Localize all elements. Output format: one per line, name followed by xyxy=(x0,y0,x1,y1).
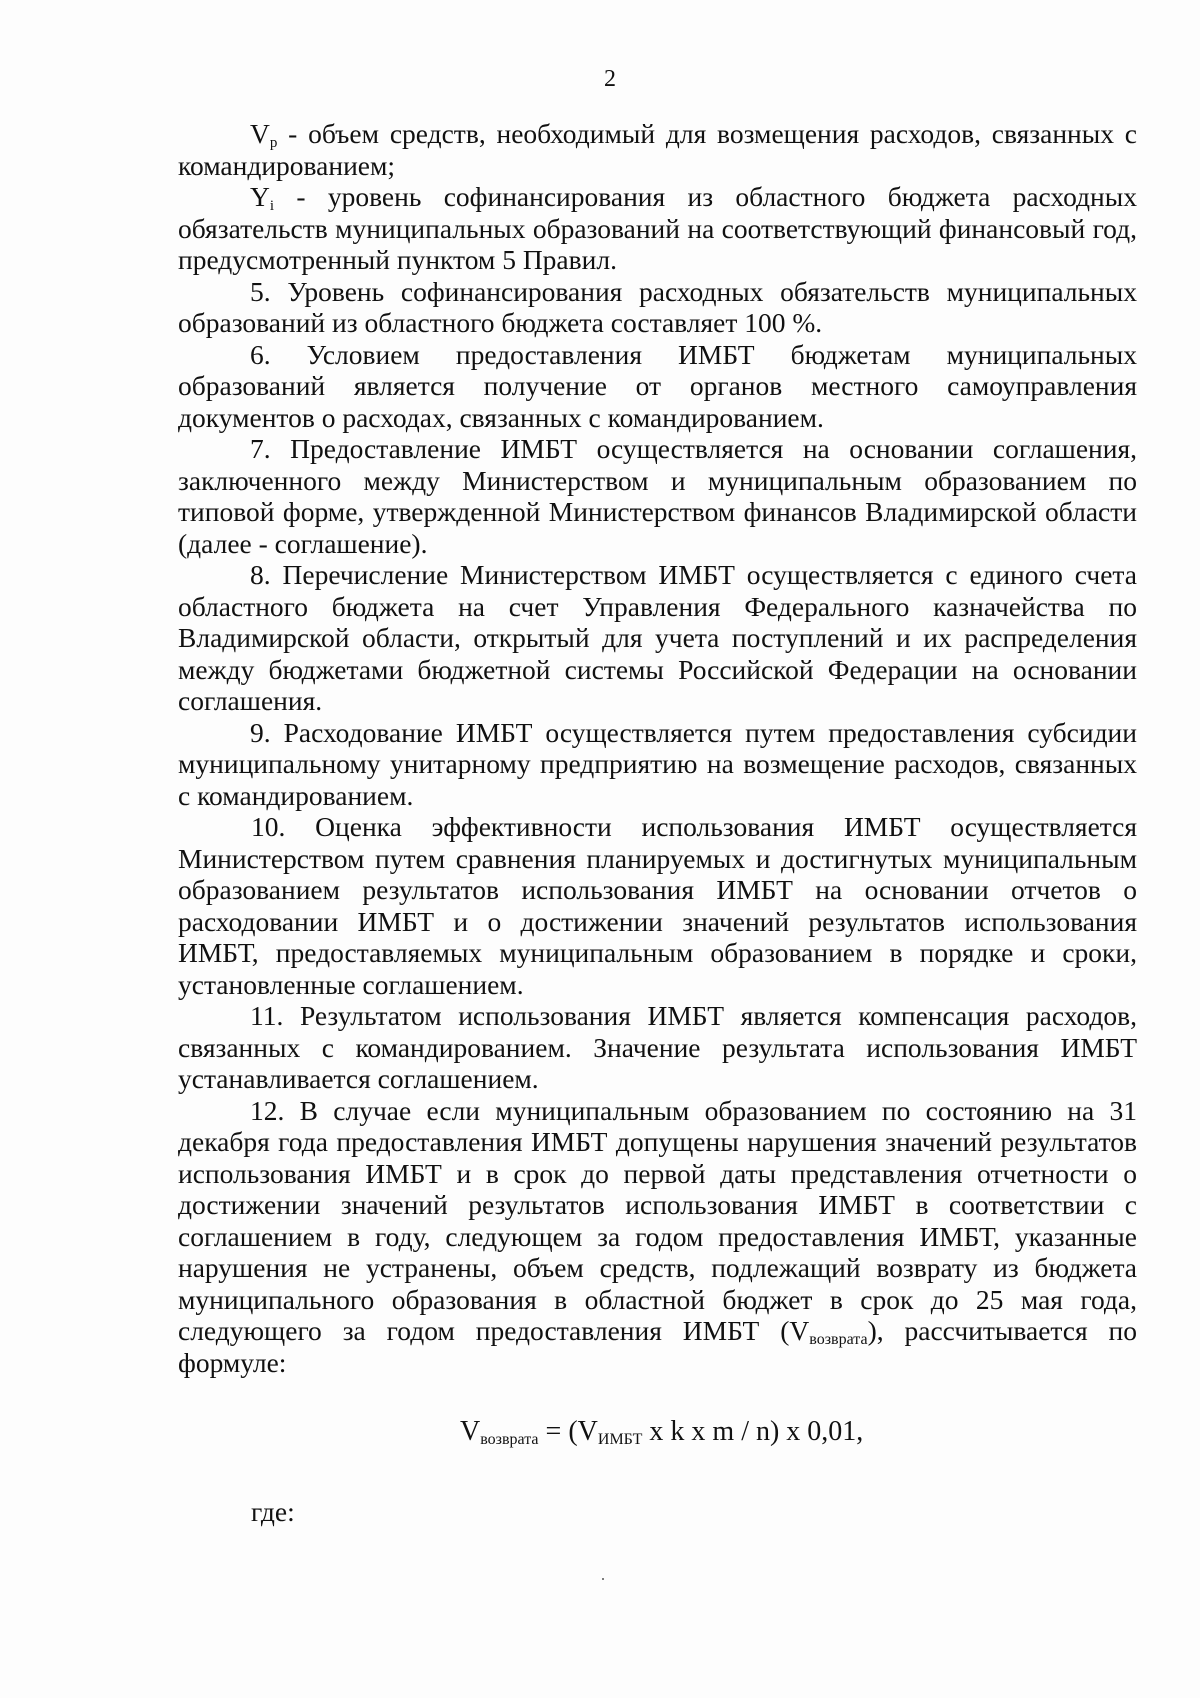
definition-vp xyxy=(178,118,1137,181)
paragraph-12-text-after: ), рассчитывается по формуле: xyxy=(178,1315,1137,1378)
document-body xyxy=(178,118,1137,1528)
page-number: 2 xyxy=(604,66,616,92)
paragraph-8: 8. Перечисление Министерством ИМБТ осуществляется с единого счета областного бюджета на счет Управления Федерального казначейства по Владимирской области, открытый для учета поступлений и их распределения между бюджетами бюджетной системы Российской Федерации на основании соглашения. xyxy=(178,559,1137,716)
formula-lhs-subscript: возврата xyxy=(480,1431,539,1448)
formula-equals: = ( xyxy=(538,1416,578,1447)
paragraph-6: 6. Условием предоставления ИМБТ бюджетам муниципальных образований является получение от органов местного самоуправления документов о расходах, связанных с командированием. xyxy=(178,338,1137,433)
formula-lhs: V xyxy=(460,1416,481,1447)
paragraph-9: 9. Расходование ИМБТ осуществляется путем предоставления субсидии муниципальному унитарному предприятию на возмещение расходов, связанных с командированием. xyxy=(178,716,1137,811)
paragraph-7: 7. Предоставление ИМБТ осуществляется на основании соглашения, заключенного между Министерством и муниципальным образованием по типовой форме, утвержденной Министерством финансов Владимирской области (далее - соглашение). xyxy=(178,433,1137,559)
formula-v-subscript: ИМБТ xyxy=(597,1431,643,1448)
paragraph-12-text: 12. В случае если муниципальным образованием по состоянию на 31 декабря года предоставления ИМБТ допущены нарушения значений результатов использования ИМБТ и в срок до первой даты представления отчетности о достижении значений результатов использования ИМБТ в соответствии с соглашением в году, следующем за годом предоставления ИМБТ, указанные нарушения не устранены, объем средств, подлежащий возврату из бюджета муниципального образования в областной бюджет в срок до 25 мая года, следующего за годом предоставления ИМБТ ( xyxy=(178,1094,1137,1346)
definition-text: - уровень софинансирования из областного бюджета расходных обязательств муниципальных образований на соответствующий финансовый год, предусмотренный пунктом 5 Правил. xyxy=(178,181,1137,275)
definition-text: - объем средств, необходимый для возмещения расходов, связанных с командированием; xyxy=(178,118,1137,181)
formula-rest: x k x m / n) x 0,01, xyxy=(642,1416,864,1447)
scan-speck xyxy=(602,1578,604,1580)
symbol-subscript: i xyxy=(269,198,275,214)
where-label: где: xyxy=(251,1496,295,1527)
symbol-v: V xyxy=(789,1315,810,1346)
formula-v: V xyxy=(577,1416,598,1447)
paragraph-5: 5. Уровень софинансирования расходных обязательств муниципальных образований из областного бюджета составляет 100 %. xyxy=(178,275,1137,338)
symbol-subscript: р xyxy=(269,135,278,151)
paragraph-11: 11. Результатом использования ИМБТ является компенсация расходов, связанных с командированием. Значение результата использования ИМБТ устанавливается соглашением. xyxy=(178,1000,1137,1094)
symbol-y: Y xyxy=(250,181,270,212)
definition-yi xyxy=(178,181,1137,276)
paragraph-10: 10. Оценка эффективности использования ИМБТ осуществляется Министерством путем сравнения планируемых и достигнутых муниципальным образованием результатов использования ИМБТ на основании отчетов о расходовании ИМБТ и о достижении значений результатов использования ИМБТ, предоставляемых муниципальным образованием в порядке и сроки, установленные соглашением. xyxy=(178,811,1137,1000)
formula xyxy=(178,1416,1137,1448)
symbol-v: V xyxy=(250,118,270,149)
paragraph-12 xyxy=(178,1095,1137,1379)
symbol-subscript: возврата xyxy=(809,1331,868,1348)
